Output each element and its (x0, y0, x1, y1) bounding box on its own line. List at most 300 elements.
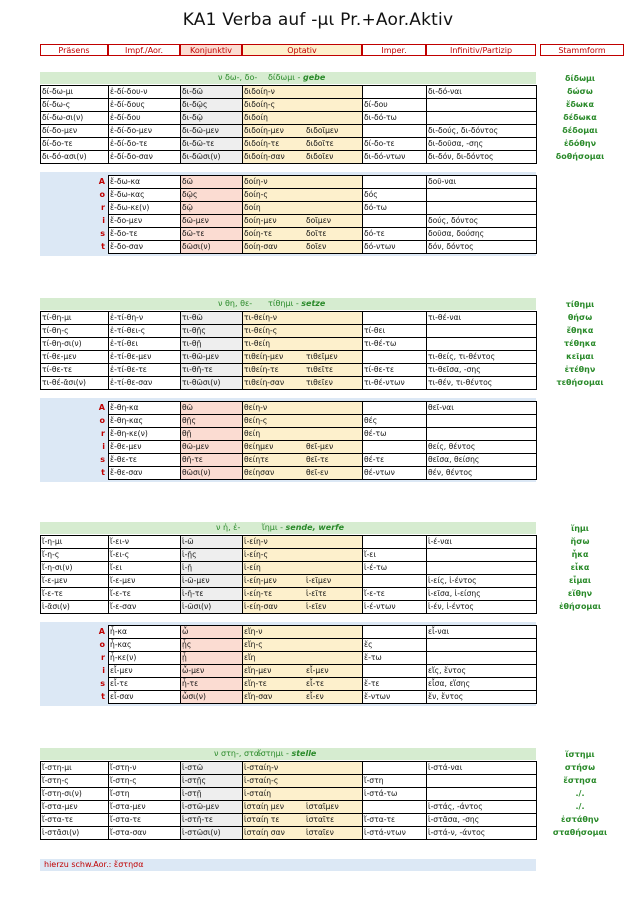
verb-1-aorist-cell (426, 188, 536, 201)
verb-1-aorist-cell: ἔ-δο-σαν (110, 242, 143, 251)
verb-1-aorist-cell: δοῖτε (306, 229, 327, 238)
aorist-letter: i (102, 666, 105, 675)
verb-3-stems: ν ἡ, ἑ- (216, 523, 241, 532)
verb-2-present-cell: τι-θείη-ς (244, 326, 278, 335)
aorist-letter: t (101, 692, 105, 701)
table-line (40, 839, 536, 840)
table-line (40, 85, 536, 86)
verb-4-present-cell: ἱ-στᾶσι(ν) (42, 828, 80, 837)
verb-1-present-cell: ἐ-δί-δο-τε (110, 139, 148, 148)
aorist-letter: s (100, 455, 105, 464)
verb-4-present-cell: ἱσταίη τε (244, 815, 280, 824)
verb-1-present-cell: δι-δό-ναι (428, 87, 462, 96)
verb-2-present-cell: τί-θη-σι(ν) (42, 339, 82, 348)
footnote: hierzu schw.Aor.: ἔστησα (40, 859, 536, 871)
table-line (536, 85, 537, 164)
verb-2-aorist-cell: θείη-ς (244, 416, 268, 425)
table-line (108, 253, 536, 254)
table-line (40, 337, 536, 338)
aorist-letter: i (102, 216, 105, 225)
verb-3-present-cell: ἱ-είη-τε (244, 589, 273, 598)
verb-3-aorist-cell: εἵη-μεν (244, 666, 272, 675)
aorist-letter: A (98, 177, 105, 186)
table-line (40, 163, 536, 164)
verb-3-stammform: ἧκα (571, 550, 589, 559)
verb-3-aorist-cell: εἵη-ν (244, 627, 263, 636)
table-line (180, 625, 181, 704)
verb-3-present-cell: ἱ-είς, ἱ-έντος (428, 576, 477, 585)
table-line (108, 440, 536, 441)
verb-4-present-cell: ἱ-στῇ (182, 789, 202, 798)
verb-3-present-cell: ἵ-ε-τε (110, 589, 131, 598)
aorist-letter: o (99, 190, 105, 199)
verb-4-present-cell: ἱσταῖτε (306, 815, 335, 824)
verb-2-aorist-cell: θέν, θέντος (428, 468, 473, 477)
verb-2-stammform: τίθημι (565, 300, 595, 309)
verb-3-present-cell (426, 561, 536, 574)
header-praesens: Präsens (40, 44, 108, 56)
verb-3-present-cell: ἱ-ῇ (182, 563, 193, 572)
verb-1-present-cell: δι-δῶ-τε (182, 139, 215, 148)
verb-2-stammform: θήσω (567, 313, 593, 322)
verb-1-aorist-cell (304, 175, 362, 188)
verb-2-present-cell: τι-θῆ-τε (182, 365, 213, 374)
verb-1-aorist-cell: δοίη-ν (244, 177, 268, 186)
table-line (108, 214, 536, 215)
verb-1-aorist-cell: δῷς (182, 190, 198, 199)
verb-3-present-cell: ἱ-εῖεν (306, 602, 327, 611)
verb-2-present-cell: ἐ-τί-θη-ν (110, 313, 144, 322)
table-line (180, 85, 181, 164)
verb-4-present-cell: ἱσταίη μεν (244, 802, 284, 811)
verb-4-present-cell: ἱ-σταίη-ν (244, 763, 279, 772)
verb-1-present-cell: διδοῖμεν (306, 126, 339, 135)
verb-4-stammform: ἐστάθην (561, 815, 599, 824)
verb-1-aorist-cell (304, 188, 362, 201)
table-line (40, 124, 536, 125)
verb-4-stammform: ἔστησα (563, 776, 597, 785)
verb-4-present-cell: ἱ-σταίη (244, 789, 272, 798)
verb-4-present-cell (426, 774, 536, 787)
verb-3-aorist-cell: ἧ-τε (182, 679, 199, 688)
verb-3-aorist-cell: ᾗς (182, 640, 192, 649)
verb-2-aorist-cell (304, 427, 362, 440)
verb-2-present-cell: τι-θεῖσα, -σης (428, 365, 481, 374)
verb-3-present-cell: ἱ-έν, ἱ-έντος (428, 602, 474, 611)
verb-4-present-cell: ἵ-στα-μεν (110, 802, 146, 811)
verb-3-aorist-cell: ἕ-τε (364, 679, 380, 688)
verb-2-aorist-cell: θεῖσα, θείσης (428, 455, 480, 464)
verb-2-stems: ν θη, θε- (218, 299, 253, 308)
verb-2-present-cell: τι-θῇς (182, 326, 206, 335)
verb-3-stammform: εἷμαι (568, 576, 592, 585)
verb-2-stammform: ἐτέθην (564, 365, 596, 374)
table-line (40, 787, 536, 788)
verb-2-present-cell: ἐ-τί-θε-σαν (110, 378, 153, 387)
verb-1-aorist-cell: δόν, δόντος (428, 242, 474, 251)
verb-3-aorist-cell (304, 651, 362, 664)
table-line (40, 813, 536, 814)
aorist-letter: s (100, 679, 105, 688)
verb-1-present-cell: διδοίη-τε (244, 139, 280, 148)
verb-2-aorist-cell: θείησαν (244, 468, 275, 477)
verb-1-present-cell: δι-δό-τω (364, 113, 397, 122)
verb-2-aorist-cell: ἔ-θε-μεν (110, 442, 142, 451)
table-line (242, 311, 243, 390)
verb-3-present-cell (426, 548, 536, 561)
verb-1-present-cell (304, 111, 362, 124)
verb-2-aorist-cell: θῶσι(ν) (182, 468, 211, 477)
table-line (426, 401, 427, 480)
verb-4-present-cell: ἱ-στῆ-τε (182, 815, 213, 824)
verb-1-aorist-cell (304, 201, 362, 214)
table-line (40, 800, 536, 801)
verb-4-present-cell: ἵ-στα-σαν (110, 828, 147, 837)
table-line (362, 761, 363, 840)
table-line (426, 625, 427, 704)
table-line (536, 535, 537, 614)
verb-1-present-cell: δί-δου (364, 100, 388, 109)
verb-2-present-cell: τι-θείη-ν (244, 313, 277, 322)
verb-3-aorist-cell: ὧ-μεν (182, 666, 205, 675)
verb-1-stammform: δίδωμι (564, 74, 596, 83)
verb-2-aorist-cell: θέ-ντων (364, 468, 395, 477)
header-imperativ: Imper. (362, 44, 426, 56)
verb-1-present-cell: δί-δο-μεν (42, 126, 78, 135)
verb-2-present-cell: ἐ-τί-θει (110, 339, 139, 348)
table-line (40, 574, 536, 575)
table-line (180, 535, 181, 614)
table-line (426, 761, 427, 840)
verb-1-present-cell (426, 98, 536, 111)
verb-1-stammform: δοθήσομαι (555, 152, 605, 161)
table-line (40, 150, 536, 151)
table-line (180, 761, 181, 840)
verb-2-aorist-cell: θείη (244, 429, 261, 438)
verb-1-aorist-cell: δοίη-ς (244, 190, 268, 199)
meaning-text: sende, werfe (285, 523, 345, 532)
table-line (40, 600, 536, 601)
verb-1-aorist-cell: δοίη-μεν (244, 216, 277, 225)
table-line (108, 188, 536, 189)
verb-3-aorist-cell: ἧ-κας (110, 640, 132, 649)
aorist-letter: r (101, 429, 105, 438)
meaning-text: gebe (302, 73, 326, 82)
verb-3-aorist-cell (362, 664, 426, 677)
table-line (362, 625, 363, 704)
verb-1-stems: ν δω-, δο- (218, 73, 258, 82)
verb-3-present-cell: ἱ-ῇς (182, 550, 197, 559)
verb-2-present-cell (426, 337, 536, 350)
verb-4-stammform: ./. (575, 789, 585, 798)
table-line (40, 363, 536, 364)
table-line (40, 389, 536, 390)
table-line (108, 677, 536, 678)
verb-2-aorist-cell (362, 440, 426, 453)
verb-2-present-cell: τι-θῇ (182, 339, 202, 348)
table-line (108, 625, 109, 704)
aorist-letter: t (101, 242, 105, 251)
page-title: KA1 Verba auf -μι Pr.+Aor.Aktiv (182, 10, 454, 30)
verb-2-aorist-cell: θεῖ-εν (306, 468, 329, 477)
verb-1-aorist-cell: δό-τω (364, 203, 387, 212)
verb-2-aorist-cell (362, 401, 426, 414)
verb-1-aorist-cell: δοίη-τε (244, 229, 273, 238)
verb-1-present-cell (426, 111, 536, 124)
verb-3-present-cell: ἱ-ᾶσι(ν) (42, 602, 70, 611)
verb-2-present-cell: τιθείη-σαν (244, 378, 285, 387)
table-line (536, 311, 537, 390)
table-line (40, 587, 536, 588)
table-line (108, 664, 536, 665)
verb-3-present-cell: ἵ-ει (364, 550, 376, 559)
table-line (362, 175, 363, 254)
verb-1-present-cell: δι-δόν, δι-δόντος (428, 152, 494, 161)
verb-2-present-cell: τι-θέ-ντων (364, 378, 405, 387)
verb-3-aorist-cell: εἷ-τε (306, 679, 325, 688)
verb-4-present-cell: ἱ-στά-τω (364, 789, 398, 798)
verb-4-present-cell (362, 800, 426, 813)
verb-2-present-cell: ἐ-τί-θε-τε (110, 365, 147, 374)
verb-3-aorist-cell: ὧσι(ν) (182, 692, 206, 701)
verb-3-present-cell (304, 561, 362, 574)
aorist-letter: o (99, 640, 105, 649)
verb-3-aorist-cell: εἷ-τε (110, 679, 129, 688)
verb-4-stammform: ./. (575, 802, 585, 811)
table-line (108, 427, 536, 428)
verb-1-aorist-cell: δό-τε (364, 229, 385, 238)
verb-2-present-cell: τί-θε-τε (42, 365, 73, 374)
verb-3-aorist-cell (426, 651, 536, 664)
verb-3-present-cell: ἵ-η-ς (42, 550, 60, 559)
verb-1-present-cell: δι-δό-ασι(ν) (42, 152, 87, 161)
verb-3-stammform: εἷκα (570, 563, 590, 572)
verb-1-aorist-cell: δοίη-σαν (244, 242, 278, 251)
verb-4-present-cell: ἱσταίη σαν (244, 828, 285, 837)
verb-2-present-cell: τιθεῖμεν (306, 352, 338, 361)
verb-3-present-cell: ἱ-είη-ς (244, 550, 268, 559)
verb-4-lemma (258, 748, 316, 760)
verb-3-stammform: ἥσω (570, 537, 590, 546)
verb-2-aorist-cell: θῶ (182, 403, 194, 412)
verb-1-present-cell: δι-δῶ (182, 87, 203, 96)
verb-2-present-cell (426, 324, 536, 337)
table-line (108, 201, 536, 202)
verb-2-aorist-cell: θείη-ν (244, 403, 268, 412)
table-line (108, 479, 536, 480)
verb-3-present-cell: ἱ-εῖμεν (306, 576, 332, 585)
verb-2-aorist-cell (426, 427, 536, 440)
verb-1-present-cell: ἐ-δί-δο-μεν (110, 126, 153, 135)
verb-3-present-cell: ἱ-ῶσι(ν) (182, 602, 212, 611)
verb-4-present-cell: ἱ-στᾶσα, -σης (428, 815, 480, 824)
verb-1-present-cell (304, 98, 362, 111)
verb-3-aorist-cell: εἵη (244, 653, 256, 662)
verb-4-present-cell: ἵ-στα-τε (364, 815, 396, 824)
verb-2-aorist-cell: ἔ-θε-τε (110, 455, 138, 464)
verb-2-aorist-cell: θείητε (244, 455, 269, 464)
verb-2-aorist-cell: ἔ-θη-κα (110, 403, 139, 412)
verb-1-aorist-cell: δοῖμεν (306, 216, 332, 225)
verb-2-present-cell: τι-θῶ-μεν (182, 352, 219, 361)
table-line (242, 175, 243, 254)
verb-4-present-cell: ἵ-στη (110, 789, 130, 798)
verb-2-aorist-cell: θῆ-τε (182, 455, 203, 464)
verb-2-present-cell (304, 311, 362, 324)
aorist-letter: A (98, 627, 105, 636)
table-line (108, 466, 536, 467)
verb-3-aorist-cell: ἕ-ντων (364, 692, 391, 701)
header-impf-aor: Impf./Aor. (108, 44, 180, 56)
table-line (108, 453, 536, 454)
table-line (242, 761, 243, 840)
table-line (426, 85, 427, 164)
verb-4-present-cell: ἵ-στη-σι(ν) (42, 789, 82, 798)
verb-1-present-cell: ἐ-δί-δου (110, 113, 141, 122)
verb-2-aorist-cell: θέ-τε (364, 455, 385, 464)
verb-2-present-cell: τί-θη-ς (42, 326, 69, 335)
table-line (108, 401, 536, 402)
verb-1-aorist-cell: ἔ-δω-κα (110, 177, 141, 186)
verb-1-aorist-cell: ἔ-δω-κας (110, 190, 145, 199)
verb-4-present-cell: ἱ-στῶ-μεν (182, 802, 219, 811)
table-line (40, 561, 536, 562)
table-line (242, 401, 243, 480)
verb-1-aorist-cell: δοῖεν (306, 242, 327, 251)
verb-3-aorist-cell: εἵς, ἕντος (428, 666, 466, 675)
verb-2-aorist-cell: θῇς (182, 416, 196, 425)
verb-1-present-cell: δί-δο-τε (42, 139, 73, 148)
table-line (40, 85, 41, 164)
verb-1-present-cell: δι-δῷ (182, 113, 203, 122)
verb-3-present-cell: ἱ-έ-ναι (428, 537, 452, 546)
verb-4-stammform: σταθήσομαι (552, 828, 608, 837)
verb-4-present-cell: ἵ-στη-ς (42, 776, 69, 785)
verb-3-aorist-cell: ἕς (364, 640, 373, 649)
verb-1-aorist-cell (426, 201, 536, 214)
verb-2-aorist-cell: θῇ (182, 429, 192, 438)
table-line (108, 690, 536, 691)
aorist-letter: r (101, 653, 105, 662)
verb-4-present-cell: ἵ-στα-τε (110, 815, 142, 824)
verb-2-lemma (268, 298, 325, 310)
verb-3-present-cell: ἱ-έ-ντων (364, 602, 396, 611)
verb-3-stammform: ἑθήσομαι (559, 602, 601, 611)
verb-1-aorist-cell: δῷ (182, 203, 194, 212)
verb-2-present-cell (362, 311, 426, 324)
verb-1-stammform: ἔδωκα (565, 100, 595, 109)
table-line (108, 240, 536, 241)
verb-3-aorist-cell (362, 625, 426, 638)
verb-3-aorist-cell: εἷσα, εἵσης (428, 679, 471, 688)
verb-4-present-cell (426, 787, 536, 800)
verb-1-present-cell: διδοῖτε (306, 139, 334, 148)
verb-1-present-cell: δί-δο-τε (364, 139, 395, 148)
verb-2-aorist-cell: θῶ-μεν (182, 442, 209, 451)
verb-3-present-cell: ἱ-εῖσα, ἱ-είσης (428, 589, 481, 598)
lemma-text: δίδωμι - (268, 73, 303, 82)
verb-3-present-cell: ἱ-έ-τω (364, 563, 388, 572)
table-line (536, 625, 537, 704)
table-line (40, 535, 41, 614)
verb-4-present-cell (304, 774, 362, 787)
table-line (108, 175, 109, 254)
verb-1-aorist-cell: δῶσι(ν) (182, 242, 211, 251)
verb-1-present-cell: δι-δούς, δι-δόντος (428, 126, 499, 135)
verb-3-present-cell (362, 574, 426, 587)
table-line (108, 311, 109, 390)
verb-3-aorist-cell: ᾗ (182, 653, 187, 662)
verb-4-present-cell (304, 761, 362, 774)
verb-4-present-cell: ἱσταῖμεν (306, 802, 339, 811)
verb-2-aorist-cell: θείημεν (244, 442, 274, 451)
header-optativ: Optativ (242, 44, 362, 56)
verb-1-aorist-cell (362, 214, 426, 227)
table-line (40, 137, 536, 138)
verb-1-present-cell: διδοίη (244, 113, 268, 122)
verb-2-aorist-cell: ἔ-θη-κας (110, 416, 143, 425)
verb-3-aorist-cell (426, 638, 536, 651)
verb-1-present-cell: διδοίη-ς (244, 100, 276, 109)
verb-2-aorist-cell (426, 414, 536, 427)
verb-2-present-cell: τιθείη-μεν (244, 352, 284, 361)
verb-2-stammform: κεῖμαι (566, 352, 594, 361)
verb-3-present-cell: ἵ-ε-μεν (110, 576, 136, 585)
verb-3-aorist-cell: εἷ-εν (306, 692, 324, 701)
verb-1-present-cell: δι-δῶ-μεν (182, 126, 219, 135)
verb-2-present-cell (304, 324, 362, 337)
aorist-letter: o (99, 416, 105, 425)
verb-4-stammform: ἵστημι (565, 750, 595, 759)
verb-3-present-cell: ἵ-η-σι(ν) (42, 563, 73, 572)
verb-1-aorist-cell: δοῦ-ναι (428, 177, 457, 186)
verb-2-present-cell: τί-θε-μεν (42, 352, 77, 361)
table-line (108, 175, 536, 176)
verb-3-present-cell: ἱ-είη-μεν (244, 576, 277, 585)
verb-2-aorist-cell: θεῖ-μεν (306, 442, 334, 451)
verb-3-aorist-cell (304, 638, 362, 651)
verb-1-present-cell: ἐ-δί-δου-ν (110, 87, 148, 96)
meaning-text: stelle (291, 749, 317, 758)
verb-1-aorist-cell: δό-ντων (364, 242, 396, 251)
verb-2-present-cell: ἐ-τί-θει-ς (110, 326, 146, 335)
verb-1-present-cell: διδοίη-σαν (244, 152, 285, 161)
verb-1-present-cell (304, 85, 362, 98)
verb-1-present-cell: διδοίη-ν (244, 87, 275, 96)
verb-4-present-cell: ἵ-στη (364, 776, 384, 785)
verb-3-present-cell: ἱ-είη-ν (244, 537, 268, 546)
header-stammform: Stammform (540, 44, 624, 56)
table-line (40, 761, 536, 762)
verb-3-aorist-cell: ἕν, ἕντος (428, 692, 464, 701)
verb-1-lemma (268, 72, 325, 84)
verb-3-aorist-cell (304, 625, 362, 638)
table-line (242, 625, 243, 704)
verb-1-aorist-cell: δός (364, 190, 378, 199)
lemma-text: τίθημι - (268, 299, 302, 308)
verb-2-present-cell: τι-θῶ (182, 313, 203, 322)
verb-3-present-cell: ἱ-ῆ-τε (182, 589, 204, 598)
verb-1-aorist-cell: δοῦσα, δούσης (428, 229, 485, 238)
verb-3-present-cell (304, 535, 362, 548)
verb-2-stammform: τεθήσομαι (556, 378, 604, 387)
verb-1-stammform: δέδωκα (563, 113, 597, 122)
verb-3-aorist-cell: εἷ-ναι (428, 627, 450, 636)
verb-4-stems: ν στη-, στα- (214, 749, 262, 758)
verb-3-present-cell: ἱ-ῶ (182, 537, 194, 546)
verb-1-stammform: δώσω (567, 87, 593, 96)
verb-1-aorist-cell: ἔ-δω-κε(ν) (110, 203, 150, 212)
